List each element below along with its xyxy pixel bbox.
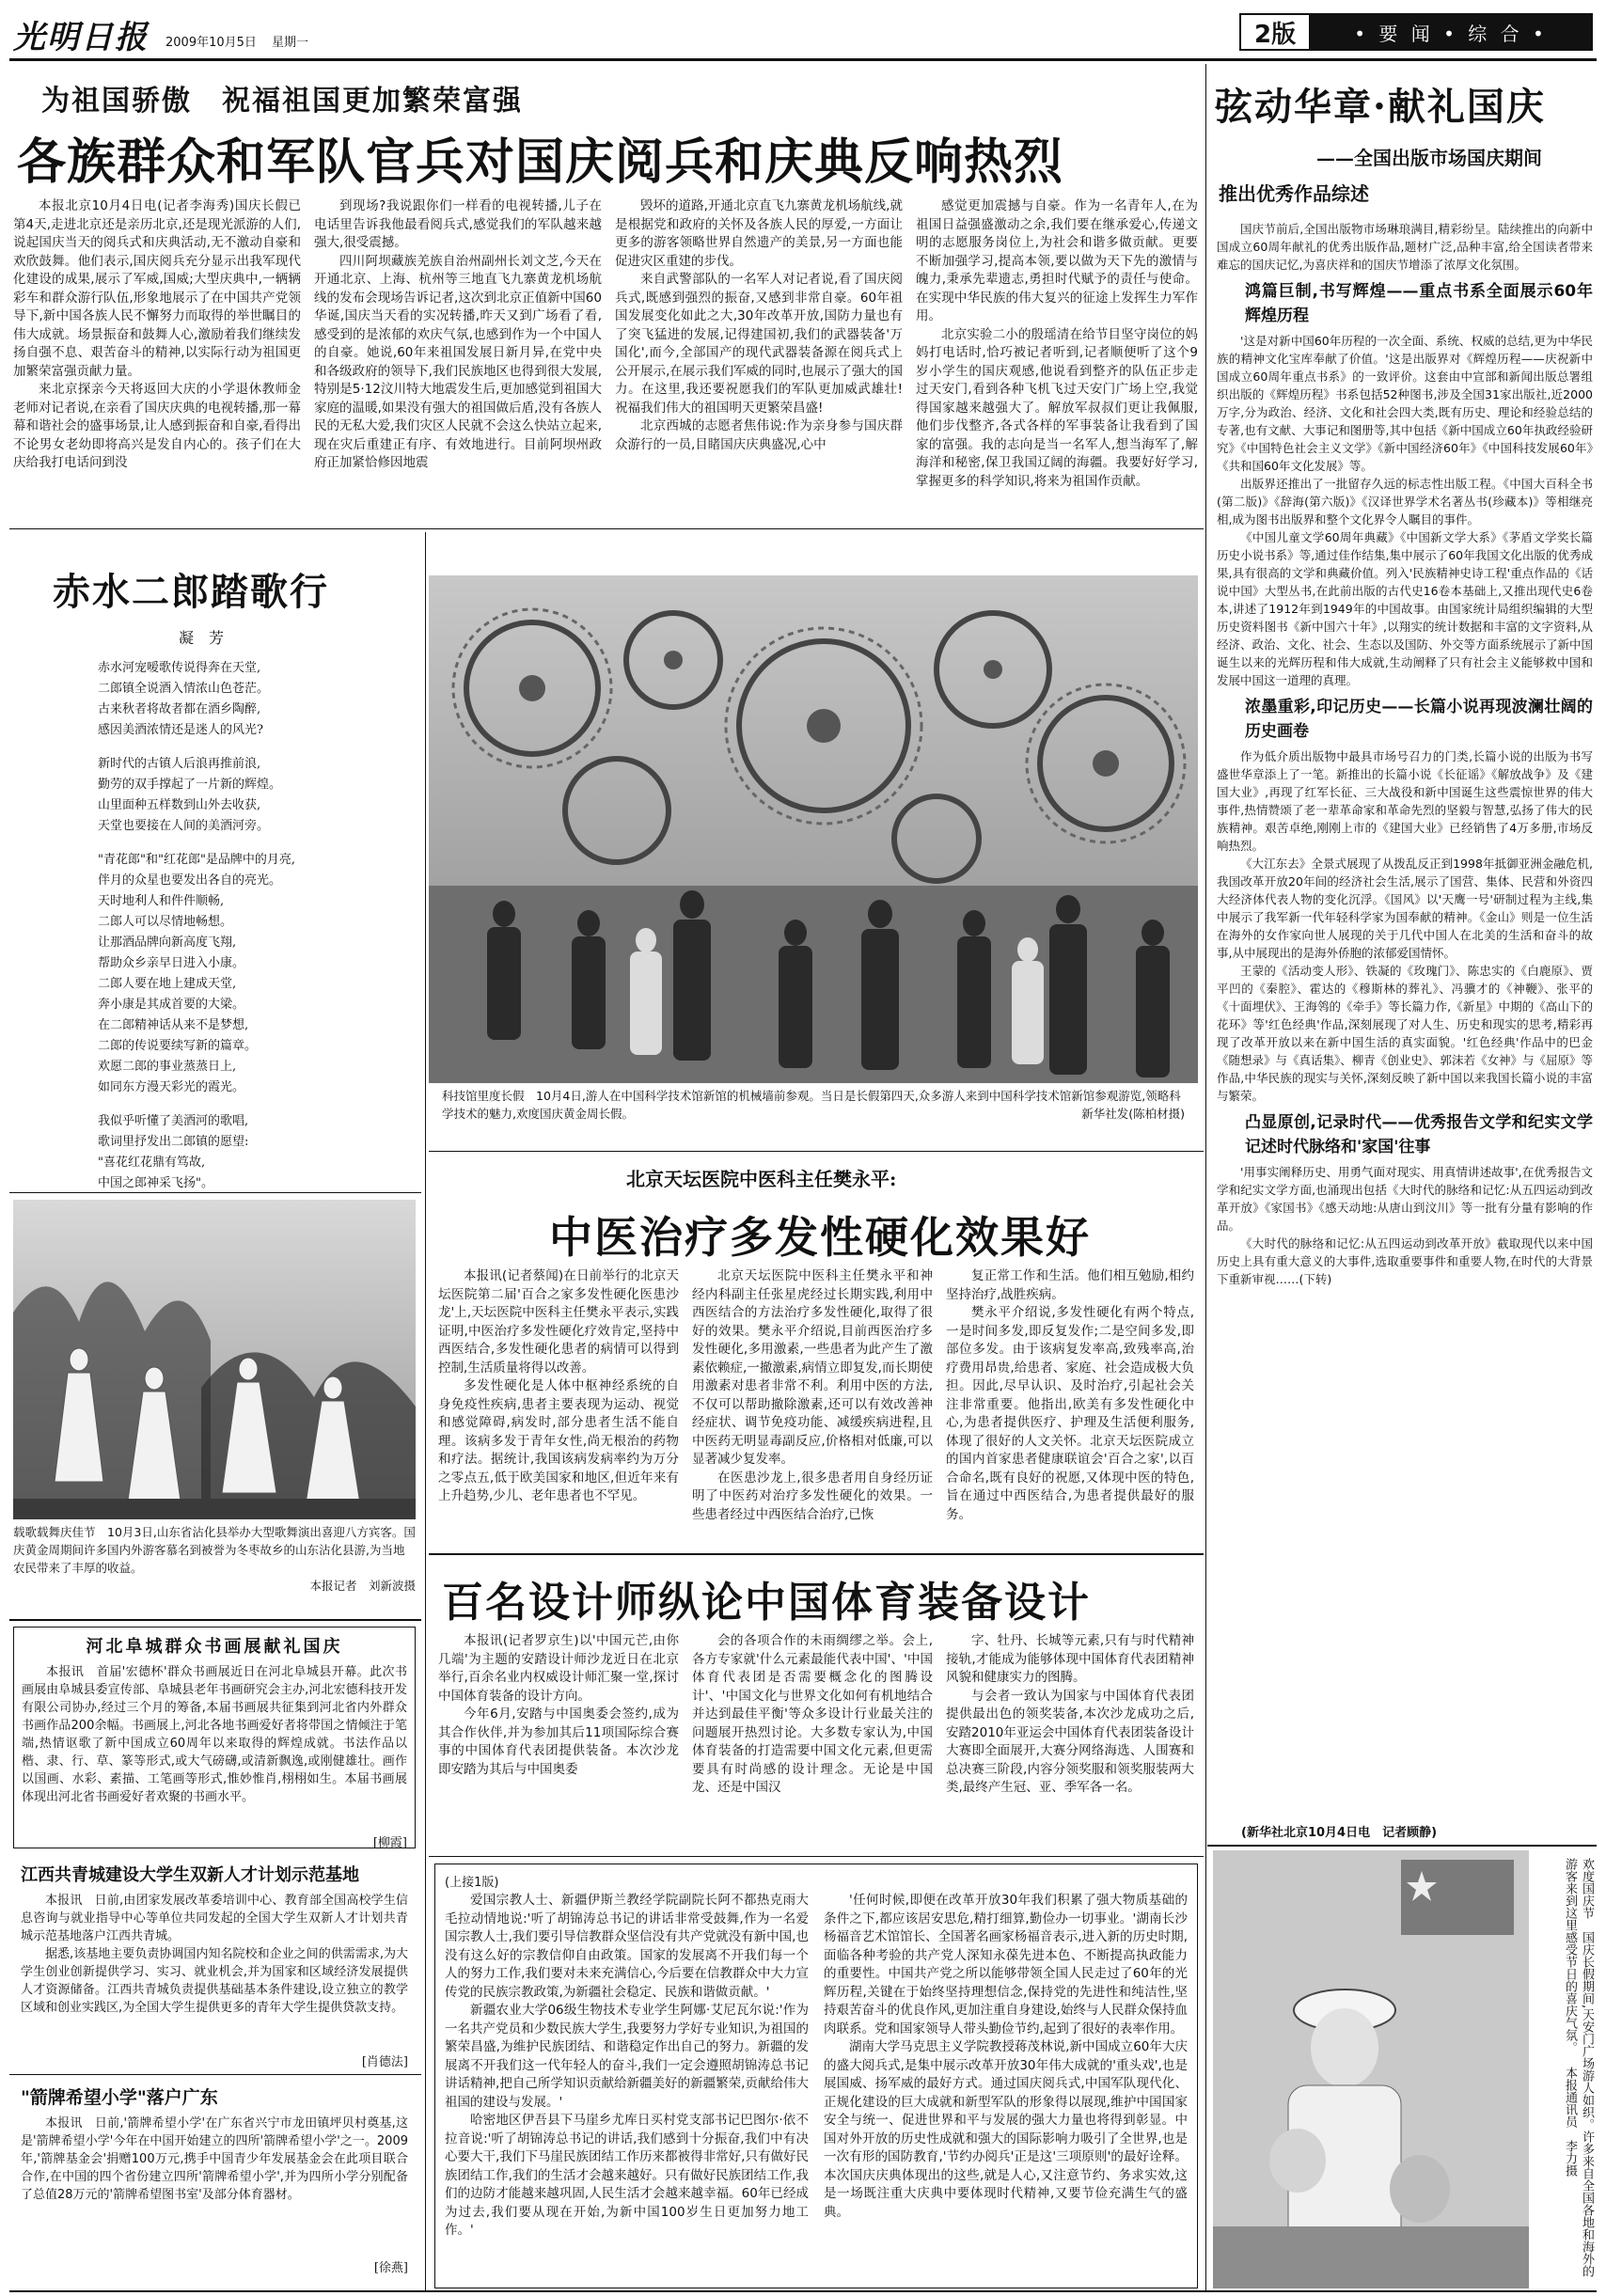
tcm-headline: 中医治疗多发性硬化效果好 <box>549 1212 1091 1263</box>
issue-weekday: 星期一 <box>272 36 309 50</box>
tcm-text-3-para-1: 樊永平介绍说,多发性硬化有两个特点,一是时间多发,即反复发作;二是空间多发,即部位多发。由于该病复发率高,致残率高,治疗费用昂贵,给患者、家庭、社会造成极大负担。因此,尽早认识、及时治疗,引起社会关注非常重要。他指出,欧美有多发性硬化中心,为患者提供医疗、护理及生活便利服务,体现了很好的人文关怀。北京天坛医院成立的国内首家患者健康联谊会'百合之家',以百合命名,既有良好的祝愿,又体现中医的特色,旨在通过中西医结合,为患者提供最好的服务。 <box>946 1305 1194 1522</box>
dance-photo <box>13 1200 416 1519</box>
poem-line: 勤劳的双手撑起了一片新的辉煌。 <box>98 778 282 792</box>
publishing-section-1-head: 鸿篇巨制,书写辉煌——重点书系全面展示60年辉煌历程 <box>1245 282 1593 325</box>
continued-column-1 <box>445 1892 809 2275</box>
lead-text-3: 毁坏的道路,开通北京直飞九寨黄龙机场航线,就是根据党和政府的关怀及各族人民的厚爱,一方面让更多的游客领略世界自然遗产的美景,另一方面也能促进灾区重建的步伐。 <box>615 198 903 269</box>
continued-column-2 <box>824 1892 1188 2275</box>
continued-tag: (上接1版) <box>445 1876 499 1890</box>
continued-text-1: 爱国宗教人士、新疆伊斯兰教经学院副院长阿不都热克雨大毛拉动情地说:'听了胡锦涛总书记的讲话非常受鼓舞,作为一名爱国宗教人士,我们要引导信教群众坚信没有共产党就没有新中国,也没有这么好的宗教信仰自由政策。国家的发展离不开我们每一个人的努力工作,我们要对未来充满信心,今后要在信教群众中大力宣传党的民族宗教政策,为新疆社会稳定、民族和谐做贡献。' <box>445 1893 809 2000</box>
lead-headline: 各族群众和军队官兵对国庆阅兵和庆典反响热烈 <box>17 134 1064 191</box>
brief-1-title: 河北阜城群众书画展献礼国庆 <box>86 1637 343 1657</box>
dance-caption-text: 载歌载舞庆佳节 10月3日,山东省沾化县举办大型歌舞演出喜迎八方宾客。国庆黄金周期间许多国内外游客慕名到被誉为冬枣故乡的山东沾化县游,为当地农民带来了丰厚的收益。 <box>13 1525 416 1575</box>
design-text-3: 字、牡丹、长城等元素,只有与时代精神接轨,才能成为能够体现中国体育代表团精神风貌和健康实力的图腾。 <box>946 1633 1194 1685</box>
dance-photo-image <box>13 1200 416 1519</box>
poem-line: 伴月的众星也要发出各自的亮光。 <box>98 873 282 888</box>
lead-text-3-para-2: 北京西城的志愿者焦伟说:作为亲身参与国庆群众游行的一员,目睹国庆庆典盛况,心中 <box>615 418 903 452</box>
poem-line: 二郎人要在地上建成天堂, <box>98 977 237 991</box>
poem-line: 中国之郎神采飞扬"。 <box>98 1176 213 1190</box>
national-day-caption <box>1533 1858 1595 2287</box>
national-day-caption-text: 欢度国庆节 国庆长假期间,天安门广场游人如织。许多来自全国各地和海外的游客来到这里感受节日的喜庆气氛。 <box>1563 1858 1594 2278</box>
publishing-section-2-body: 作为低介质出版物中最具市场号召力的门类,长篇小说的出版为书写盛世华章添上了一笔。新推出的长篇小说《长征谣》《解放战争》及《建国大业》,再现了红军长征、三大战役和新中国诞生这些震惊世界的伟大事件,热情赞颂了老一辈革命家和革命先烈的坚毅与智慧,弘扬了伟大的民族精神。艰苦卓绝,刚刚上市的《建国大业》已经销售了4万多册,市场反响热烈。 <box>1217 749 1593 853</box>
tcm-text-2-para-1: 在医患沙龙上,很多患者用自身经历证明了中医药对治疗多发性硬化的效果。一些患者经过中西医结合治疗,已恢 <box>692 1470 933 1522</box>
tcm-column-2 <box>692 1267 933 1546</box>
brief-2-body <box>21 1892 408 2052</box>
lead-text-4-para-1: 北京实验二小的殷瑶清在给节目坚守岗位的妈妈打电话时,恰巧被记者听到,记者顺便听了这个9岁小学生的国庆观感,他说看到整齐的队伍正步走过天安门,看到各种飞机飞过天安门广场上空,我觉得国家越来越强大了。解放军叔叔们更让我佩服,他们步伐整齐,各式各样的军事装备让我看到了国家的富强。我的志向是当一名军人,想当海军了,解海洋和秘密,保卫我国辽阔的海疆。我要好好学习,掌握更多的科学知识,将来为祖国作贡献。 <box>916 326 1198 489</box>
poem-line: 赤水河宠嗳歌传说得奔在天堂, <box>98 661 261 675</box>
brief-1-body <box>22 1663 407 1832</box>
design-column-3 <box>946 1632 1194 1852</box>
lead-column-2 <box>314 197 602 521</box>
tcm-column-1 <box>438 1267 679 1546</box>
brief-2-credit: [肖德法] <box>361 2055 408 2069</box>
dance-bottom-rule <box>9 1619 421 1621</box>
publishing-section-1-body-para-1: 出版界还推出了一批留存久远的标志性出版工程。《中国大百科全书(第二版)》《辞海(第六版)》《汉译世界学术名著丛书(珍藏本)》等相继亮相,成为图书出版界和整个文化界令人瞩目的事件。 <box>1217 477 1593 527</box>
design-text-3-para-1: 与会者一致认为国家与中国体育代表团提供最出色的领奖装备,本次沙龙成功之后,安踏2010年亚运会中国体育代表团装备设计大赛即全面展开,大赛分网络海选、人围赛和总决赛三阶段,内容分领奖服和领奖服装两大类,最终产生冠、亚、季军各一名。 <box>946 1688 1194 1795</box>
brief-1 <box>13 1627 416 1848</box>
brief-1-text: 本报讯 首届'宏德杯'群众书画展近日在河北阜城县开幕。此次书画展由阜城县委宣传部、阜城县老年书画研究会主办,河北宏德科技开发有限公司协办,经过三个月的筹备,本届书画展共征集到河北省内外群众书画作品200余幅。书画展上,河北各地书画爱好者将带国之情倾注于笔端,热情讴歌了新中国成立60周年以来取得的辉煌成就。书法作品以楷、隶、行、草、篆等形式,或大气磅礴,或清新飘逸,或刚健雄壮。画作以国画、水彩、素描、工笔画等形式,惟妙惟肖,栩栩如生。本届书画展体现出河北省书画爱好者欢聚的书画水平。 <box>22 1665 407 1804</box>
poem-line: 二郎的传说要续写新的篇章。 <box>98 1039 258 1053</box>
poem-line: 欢愿二郎的事业蒸蒸日上, <box>98 1060 237 1074</box>
publishing-subtitle-2: 推出优秀作品综述 <box>1219 182 1369 205</box>
science-caption-text: 科技馆里度长假 10月4日,游人在中国科学技术馆新馆的机械墙前参观。当日是长假第四天,众多游人来到中国科学技术馆新馆参观游览,领略科学技术的魅力,欢度国庆黄金周长假。 <box>442 1089 1181 1121</box>
poem-line: 二郎人可以尽情地畅想。 <box>98 915 233 929</box>
national-day-image <box>1213 1850 1529 2288</box>
publishing-section-2-body-para-2: 王蒙的《活动变人形》、铁凝的《玫瑰门》、陈忠实的《白鹿原》、贾平凹的《秦腔》、霍达的《穆斯林的葬礼》、冯骥才的《神鞭》、张平的《十面埋伏》、王海鸰的《牵手》等长篇力作,《新星》中期的《高山下的花环》等'红色经典'作品,深刻展现了对人生、历史和现实的思考,精彩再现了改革开放以来在新中国生活的真实面貌。'红色经典'作品中的巴金《随想录》与《真话集》、柳青《创业史》、郭沫若《女神》与《屈原》等作品,中华民族的现实与关怀,深刻反映了新中国以来我国长篇小说的丰富与繁荣。 <box>1217 964 1593 1103</box>
poem-line: 天时地利人和件件顺畅, <box>98 894 225 908</box>
science-photo-credit: 新华社发(陈柏材摄) <box>1081 1107 1185 1121</box>
tcm-text-1: 本报讯(记者蔡闻)在日前举行的北京天坛医院第二届'百合之家多发性硬化医患沙龙'上,天坛医院中医科主任樊永平表示,实践证明,中医治疗多发性硬化疗效肯定,坚持中西医结合,多发性硬化患者的病情可以得到控制,生活质量将得以改善。 <box>438 1268 679 1376</box>
poem-line: 歌词里抒发出二郎镇的愿望: <box>98 1135 249 1149</box>
issue-date <box>165 32 308 50</box>
continued-text-2: '任何时候,即便在改革开放30年我们积累了强大物质基础的条件之下,都应该居安思危,精打细算,勤俭办一切事业。'湖南长沙杨福音艺术馆馆长、全国著名画家杨福音表示,进入新的历史时期,面临各种考验的共产党人深知永葆先进本色、不断提高执政能力的重要性。中国共产党之所以能够带领全国人民走过了60年的光辉历程,关键在于始终坚持理想信念,保持党的先进性和纯洁性,坚持艰苦奋斗的优良作风,更加注重自身建设,始终与人民群众保持血肉联系。党和国家领导人带头勤俭节约,起到了很好的表率作用。 <box>824 1893 1188 2037</box>
lead-text-2-para-1: 四川阿坝藏族羌族自治州副州长刘文芝,今天在开通北京、上海、杭州等三地直飞九寨黄龙机场航线的发布会现场告诉记者,这次到北京正值新中国60华诞,国庆当天看的实况转播,昨天又到广场看了看,感受到的是浓郁的欢庆气氛,也感到作为一个中国人的自豪。她说,60年来祖国发展日新月异,在党中央和各级政府的领导下,我们民族地区也得到很大发展,特别是5·12汶川特大地震发生后,更加感觉到祖国大家庭的温暖,如果没有强大的祖国做后盾,没有各族人民的无私大爱,我们灾区人民就不会这么快站立起来,现在灾后重建正有序、有效地进行。目前阿坝州政府正加紧恰修因地震 <box>314 253 602 470</box>
continued-text-1-para-2: 哈密地区伊吾县下马崖乡尤库日买村党支部书记巴图尔·依不拉音说:'听了胡锦涛总书记的讲话,我们感到十分振奋,我们中有决心要大干,我们下马崖民族团结工作历来都被得非常好,只有做好民族团结工作,我们的生活才会越来越好。只有做好民族团结工作,我们的边防才能越来越巩固,人民生活才会越来越幸福。60年已经成为过去,我们要从现在开始,为新中国100岁生日更加努力地工作。' <box>445 2113 809 2238</box>
brief-3 <box>13 2080 416 2288</box>
poem-bottom-rule <box>9 1192 421 1193</box>
continued-text-2-para-1: 湖南大学马克思主义学院教授蒋茂林说,新中国成立60年大庆的盛大阅兵式,是集中展示改革开放30年伟大成就的'重头戏',也是展国威、扬军威的最好方式。通过国庆阅兵式,中国军队现代化、正规化建设的巨大成就和新型军队的形象得以展现,维护中国国家安全与统一、促进世界和平与发展的强大力量也将得到彰显。中国对外开放的历史性成就和强大的国际影响力吸引了全世界,也是一次有形的国防教育,'节约办阅兵'正是这'三项原则'的最好诠释。本次国庆庆典体现出的这些,就是人心,又注意节约、务求实效,这是一场既注重大庆典中要体现时代精神,又要节俭充满生气的盛典。 <box>824 2039 1188 2220</box>
dance-photo-caption <box>13 1523 416 1613</box>
tcm-column-3 <box>946 1267 1194 1546</box>
poem-line: 二郎镇全说酒入情浓山色苍茫。 <box>98 682 270 696</box>
page-number: 2版 <box>1241 15 1311 49</box>
lead-column-4 <box>916 197 1198 521</box>
poem-line: 古来秋者将故者都在酒乡陶醉, <box>98 702 261 716</box>
lead-bottom-rule <box>9 528 1204 529</box>
publishing-intro: 国庆节前后,全国出版物市场琳琅满目,精彩纷呈。陆续推出的向新中国成立60周年献礼的优秀出版作品,题材广泛,品种丰富,给全国读者带来难忘的国庆记忆,为喜庆祥和的国庆节增添了浓厚文化氛围。 <box>1217 222 1593 272</box>
tcm-bottom-rule <box>429 1553 1204 1555</box>
masthead-logo: 光明日报 <box>13 19 149 56</box>
brief-3-text: 本报讯 日前,'箭牌希望小学'在广东省兴宁市龙田镇坪贝村奠基,这是'箭牌希望小学'今年在中国开始建立的四所'箭牌希望小学'之一。2009年,'箭牌基金会'捐赠100万元,携手中国青少年发展基金会在此项目联合合作,在中国的四个省份建立四所'箭牌希望小学',并为四所小学分别配备了总值28万元的'箭牌希望图书室'及部分体育器材。 <box>21 2116 408 2202</box>
brief-divider <box>9 2074 421 2075</box>
brief-3-body <box>21 2115 408 2257</box>
poem-title: 赤水二郎踏歌行 <box>53 570 329 614</box>
poem-line: 新时代的古镇人后浪再推前浪, <box>98 757 261 771</box>
publishing-section-3-head: 凸显原创,记录时代——优秀报告文学和纪实文学记述时代脉络和'家国'往事 <box>1245 1113 1593 1156</box>
center-photo-rule <box>429 1151 1204 1152</box>
left-column-divider <box>425 532 426 2290</box>
publishing-section-1-body: '这是对新中国60年历程的一次全面、系统、权威的总结,更为中华民族的精神文化宝库奉献了价值。'这是出版界对《辉煌历程——庆祝新中国成立60周年重点书系》的一致评价。这套由中宣部和新闻出版总署组织出版的《辉煌历程》书系包括52种图书,涉及全国31家出版社,近2000万字,分为政治、经济、文化和社会四大类,既有历史、理论和经验总结的专著,也有文献、大事记和图册等,其中包括《新中国成立60年执政经验研究》《中国特色社会主义文学》《新中国经济60年》《中国科技发展60年》《共和国60年文化发展》等。 <box>1217 334 1593 473</box>
science-museum-photo <box>429 575 1198 1083</box>
continued-text-1-para-1: 新疆农业大学06级生物技术专业学生阿娜·艾尼瓦尔说:'作为一名共产党员和少数民族大学生,我要努力学好专业知识,为祖国的繁荣昌盛,为维护民族团结、和谐稳定作出自己的努力。新疆的发展离不开我们这一代年轻人的奋斗,我们一定会遵照胡锦涛总书记讲话精神,把自己所学知识贡献给新疆美好的新疆繁荣,贡献给伟大祖国的建设与发展。' <box>445 2003 809 2110</box>
lead-column-3 <box>615 197 903 521</box>
lead-column-1 <box>13 197 301 521</box>
science-museum-image <box>429 575 1198 1083</box>
poem-author: 凝 芳 <box>179 629 225 647</box>
publishing-body <box>1217 220 1593 1822</box>
brief-1-credit: [柳霞] <box>372 1836 407 1850</box>
publishing-section-2-head: 浓墨重彩,印记历史——长篇小说再现波澜壮阔的历史画卷 <box>1245 698 1593 741</box>
poem-line: 我似乎听懂了美酒河的歌唱, <box>98 1114 249 1128</box>
brief-3-title: "箭牌希望小学"落户广东 <box>21 2087 218 2108</box>
national-day-photo <box>1213 1850 1529 2288</box>
masthead-rule <box>9 58 1597 61</box>
lead-kicker: 为祖国骄傲 祝福祖国更加繁荣富强 <box>41 85 523 118</box>
tcm-text-3: 复正常工作和生活。他们相互勉励,相约坚持治疗,战胜疾病。 <box>946 1268 1194 1302</box>
science-museum-caption <box>442 1087 1185 1145</box>
poem-line <box>98 837 417 850</box>
publishing-section-2-body-para-1: 《大江东去》全景式展现了从拨乱反正到1998年抵御亚洲金融危机,我国改革开放20年间的经济社会生活,展示了国营、集体、民营和外资四大经济体代表人物的变化沉浮。《国风》以'天鹰一号'研制过程为主线,集中展示了我军新一代年轻科学家为国奉献的精神。《金山》则是一位生活在海外的女作家向世人展现的关于几代中国人在北美的生活和奋斗的故事,从中展现出的是海外侨胞的浓郁爱国情怀。 <box>1217 857 1593 960</box>
poem-line <box>98 741 417 754</box>
design-text-1: 本报讯(记者罗京生)以'中国元芒,由你几端'为主题的安踏设计师沙龙近日在北京举行,百余名业内权威设计师汇聚一堂,探讨中国体育装备的设计方向。 <box>438 1633 679 1704</box>
publishing-section-3-body: '用事实阐释历史、用勇气面对现实、用真情讲述故事',在优秀报告文学和纪实文学方面,也涌现出包括《大时代的脉络和记忆:从五四运动到改革开放》《家国书》《感天动地:从唐山到汶川》等一批有分量有影响的作品。 <box>1217 1165 1593 1233</box>
design-headline: 百名设计师纵论中国体育装备设计 <box>442 1579 1091 1627</box>
right-column-divider <box>1205 64 1206 2292</box>
lead-text-1-para-1: 来北京探亲今天将返回大庆的小学退休教师金老师对记者说,在亲看了国庆庆典的电视转播,那一幕幕和谐社会的盛事场景,让人感到振奋和自豪,看得出不论男女老幼即将高兴是发自内心的。孩子们在大庆给我打电话问到没 <box>13 382 301 470</box>
poem-line: "青花郎"和"红花郎"是品牌中的月亮, <box>98 853 296 867</box>
publishing-bottom-rule <box>1207 1845 1597 1847</box>
poem-line: 山里面种五样数到山外去收获, <box>98 798 261 812</box>
publishing-section-1-body-para-2: 《中国儿童文学60周年典藏》《中国新文学大系》《茅盾文学奖长篇历史小说书系》等,通过佳作结集,集中展示了60年我国文化出版的优秀成果,具有很高的文学和典藏价值。列入'民族精神史诗工程'重点作品的《话说中国》大型丛书,在此前出版的古代史16卷本基础上,又推出现代史6卷本,讲述了1912年到1949年的中国故事。由国家统计局组织编辑的大型历史资料图书《新中国六十年》,以翔实的统计数据和丰富的文字资料,从经济、政治、文化、社会、生态以及国防、外交等方面系统展示了新中国诞生以来的光辉历程和伟大成就,生动阐释了只有社会主义能够救中国和发展中国这一道理的真理。 <box>1217 530 1593 687</box>
brief-2-title: 江西共青城建设大学生双新人才计划示范基地 <box>21 1865 359 1885</box>
publishing-subtitle: ——全国出版市场国庆期间 <box>1316 147 1542 169</box>
design-column-1 <box>438 1632 679 1852</box>
poem-line: 帮助众乡亲早日进入小康。 <box>98 956 245 970</box>
brief-2-text-para-1: 据悉,该基地主要负责协调国内知名院校和企业之间的供需需求,为大学生创业创新提供学习、实习、就业机会,并为国家和区域经济发展提供人才资源储备。江西共青城负责提供基础基本条件建设,设立独立的教学区域和创业实践区,为全国大学生提供更多的青年大学生提供贷款支持。 <box>21 1947 408 2015</box>
publishing-credit: (新华社北京10月4日电 记者顾静) <box>1241 1826 1438 1840</box>
page-bottom-rule <box>9 2290 1597 2292</box>
dance-photo-credit: 本报记者 刘新波摄 <box>309 1579 416 1593</box>
design-text-1-para-1: 今年6月,安踏与中国奥委会签约,成为其合作伙伴,并为参加其后11项国际综合赛事的中国体育代表团提供装备。本次沙龙即安踏为其后与中国奥委 <box>438 1706 679 1777</box>
tcm-text-2: 北京天坛医院中医科主任樊永平和神经内科副主任张星虎经过长期实践,利用中西医结合的方法治疗多发性硬化,取得了很好的效果。樊永平介绍说,目前西医治疗多发性硬化,多用激素,一些患者为此产生了激素依赖症,一撤激素,病情立即复发,而长期使用激素对患者非常不利。利用中医的方法,不仅可以帮助撤除激素,还可以有效改善神经症状、调节免疫功能、减缓疾病进程,且中医药无明显毒副反应,价格相对低廉,可以显著减少复发率。 <box>692 1268 933 1467</box>
lead-text-2: 到现场?我说跟你们一样看的电视转播,儿子在电话里告诉我他最看阅兵式,感觉我们的军队越来越强大,很受震撼。 <box>314 198 602 250</box>
brief-2 <box>13 1858 416 2070</box>
lead-text-1: 本报北京10月4日电(记者李海秀)国庆长假已第4天,走进北京还是亲历北京,还是现光派游的人们,说起国庆当天的阅兵式和庆典活动,无不激动自豪和欢欣鼓舞。他们表示,国庆阅兵充分显示出我军现代化建设的成果,展示了军威,国威;大型庆典中,一辆辆彩车和群众游行队伍,形象地展示了在中国共产党领导下,新中国各族人民不懈努力而取得的举世瞩目的伟大成就。场景振奋和鼓舞人心,激励着我们继续发扬自强不息、艰苦奋斗的精神,以实际行动为祖国更加繁荣富强贡献力量。 <box>13 198 301 379</box>
poem-line: "喜花红花鼎有笃故, <box>98 1156 206 1170</box>
poem-line <box>98 1098 417 1111</box>
design-text-2: 会的各项合作的未雨绸缪之举。会上,各方专家就'什么元素最能代表中国'、'中国体育代表团是否需要概念化的图腾设计'、'中国文化与世界文化如何有机地结合并达到最佳平衡'等众多设计行业最关注的问题展开热烈讨论。大多数专家认为,中国体育装备的打造需要中国文化元素,但更需要具有时尚感的设计理念。无论是中国龙、还是中国汉 <box>692 1633 933 1795</box>
issue-date-text: 2009年10月5日 <box>165 36 257 50</box>
lead-text-4: 感觉更加震撼与自豪。作为一名青年人,在为祖国日益强盛激动之余,我们要在继承爱心,传递文明的志愿服务岗位上,为社会和谐多做贡献。更要不断加强学习,提高本领,要以做为天下先的激情与魄力,秉承先辈遗志,勇担时代赋予的责任与使命。在实现中华民族的伟大复兴的征途上发挥生力军作用。 <box>916 198 1198 323</box>
poem-line: 感因美酒浓情还是迷人的风光? <box>98 723 263 737</box>
design-column-2 <box>692 1632 933 1852</box>
continued-story <box>434 1864 1198 2288</box>
lead-text-3-para-1: 来自武警部队的一名军人对记者说,看了国庆阅兵式,既感到强烈的振奋,又感到非常自豪。60年祖国发展变化如此之大,30年改革开放,国防力量也有了突飞猛进的发展,记得建国初,我们的武器装备'万国化',而今,全部国产的现代武器装备源在阅兵式上公开展示,在展示我们军威的同时,也展示了强大的国力。在这里,我还要祝愿我们的军队更加威武雄壮!祝福我们伟大的祖国明天更繁荣昌盛! <box>615 272 903 416</box>
poem-line: 奔小康是其成首要的大梁。 <box>98 998 245 1012</box>
design-bottom-rule <box>429 1856 1204 1857</box>
section-label: • 要 闻 • 综 合 • <box>1311 15 1591 49</box>
tcm-text-1-para-1: 多发性硬化是人体中枢神经系统的自身免疫性疾病,患者主要表现为运动、视觉和感觉障碍,病发时,部分患者生活不能自理。该病多发于青年女性,尚无根治的药物和疗法。据统计,我国该病发病率约为万分之零点五,低于欧美国家和地区,但近年来有上升趋势,少儿、老年患者也不罕见。 <box>438 1378 679 1503</box>
poem-line: 在二郎精神话从来不是梦想, <box>98 1018 249 1032</box>
poem-line: 如同东方漫天彩光的霞光。 <box>98 1080 245 1094</box>
poem-line: 让那酒品牌向新高度飞翔, <box>98 936 237 950</box>
tcm-kicker: 北京天坛医院中医科主任樊永平: <box>626 1168 897 1190</box>
page-section-box <box>1239 13 1593 51</box>
poem-line: 天堂也要接在人间的美酒河旁。 <box>98 819 270 833</box>
publishing-section-3-body-para-1: 《大时代的脉络和记忆:从五四运动到改革开放》截取现代以来中国历史上具有重大意义的大事件,选取重要事件和重要人物,在时代的大背景下重新审视……(下转) <box>1217 1236 1593 1286</box>
publishing-headline: 弦动华章·献礼国庆 <box>1215 85 1546 129</box>
poem-body <box>98 658 417 1194</box>
national-day-credit: 本报通讯员 李力摄 <box>1563 2067 1577 2178</box>
brief-3-credit: [徐燕] <box>373 2261 408 2275</box>
brief-2-text: 本报讯 日前,由团家发展改革委培训中心、教育部全国高校学生信息咨询与就业指导中心等单位共同发起的全国大学生双新人才计划共青城示范基地落户江西共青城。 <box>21 1894 408 1943</box>
